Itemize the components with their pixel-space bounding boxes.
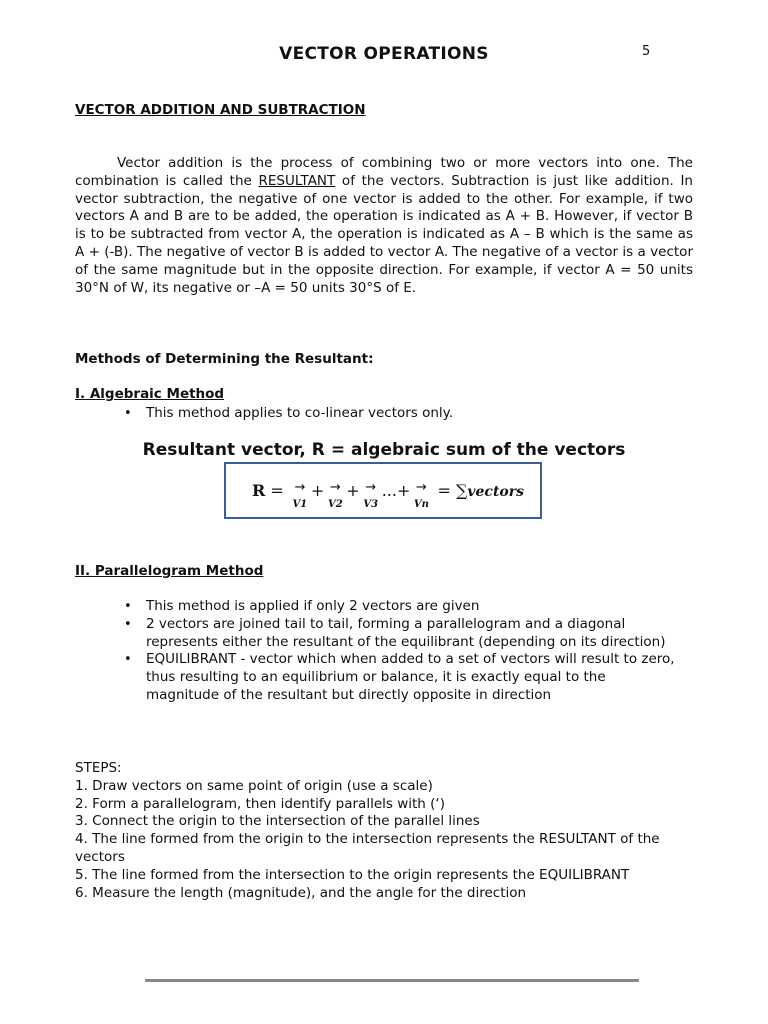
vector-arrow-icon: →: [365, 480, 377, 495]
list-item-text: This method applies to co-linear vectors only.: [146, 405, 454, 421]
list-item: [120, 598, 680, 616]
vector-vn: [410, 480, 432, 510]
formula-plus: +: [396, 481, 411, 500]
formula-plus: +: [310, 481, 325, 500]
list-item: [120, 651, 680, 704]
vector-arrow-icon: →: [329, 480, 341, 495]
formula-equals: =: [270, 481, 284, 500]
methods-heading: Methods of Determining the Resultant:: [75, 351, 374, 367]
steps-list: [75, 760, 693, 902]
list-item: [120, 405, 680, 423]
algebraic-method-heading: I. Algebraic Method: [75, 386, 225, 402]
resultant-term: RESULTANT: [258, 172, 336, 189]
formula-plus: +: [346, 481, 360, 500]
summation-icon: ∑: [455, 481, 468, 500]
page-number: 5: [642, 44, 651, 59]
formula-lhs: R: [252, 481, 266, 500]
step-item: 2. Form a parallelogram, then identify parallels with (‘): [75, 795, 445, 812]
vector-label: V3: [363, 499, 379, 510]
step-item: 5. The line formed from the intersection to the origin represents the EQUILIBRANT: [75, 866, 630, 883]
parallelogram-bullet-list: [120, 598, 680, 705]
list-item-text: 2 vectors are joined tail to tail, forming a parallelogram and a diagonal represents either the resultant of the equilibrant (depending on its direction): [146, 615, 666, 650]
step-item: 3. Connect the origin to the intersection of the parallel lines: [75, 813, 480, 830]
section-heading-addition-subtraction: VECTOR ADDITION AND SUBTRACTION: [75, 102, 366, 118]
formula-box: [224, 462, 542, 519]
list-item-text: This method is applied if only 2 vectors are given: [146, 598, 480, 614]
footer-divider: [145, 979, 639, 982]
list-item-text: EQUILIBRANT - vector which when added to a set of vectors will result to zero, thus resulting to an equilibrium or balance, it is exactly equal to the magnitude of the resultant but directly opposite in direction: [146, 651, 675, 703]
vector-v2: [324, 480, 346, 510]
step-item: 1. Draw vectors on same point of origin (use a scale): [75, 777, 433, 794]
algebraic-bullet-list: [120, 405, 680, 423]
step-item: 6. Measure the length (magnitude), and the angle for the direction: [75, 884, 527, 901]
vector-v1: [289, 480, 311, 510]
vector-arrow-icon: →: [294, 480, 306, 495]
bullet-icon: •: [124, 616, 132, 632]
vector-label: V2: [327, 499, 343, 510]
vector-v3: [360, 480, 382, 510]
bullet-icon: •: [124, 652, 132, 668]
bullet-icon: •: [124, 599, 132, 614]
formula-caption: Resultant vector, R = algebraic sum of the vectors: [142, 440, 626, 460]
bullet-icon: •: [124, 406, 132, 421]
intro-text-part2: of the vectors. Subtraction is just like addition. In vector subtraction, the negative of one vector is added to the other. For example, if two vectors A and B are to be added, the operation is indicated as A + B. However, if vector B is to be subtracted from vector A, the operation is indicated as A – B which is the same as A + (-B). The negative of vector B is added to vector A. The negative of a vector is a vector of the same magnitude but in the opposite direction. For example, if vector A = 50 units 30°N of W, its negative or –A = 50 units 30°S of E.: [75, 172, 693, 296]
list-item: [120, 616, 680, 652]
formula-ellipsis: ...: [381, 481, 397, 500]
formula-vectors-word: vectors: [467, 484, 525, 500]
vector-label: Vn: [413, 499, 429, 510]
vector-label: V1: [292, 499, 308, 510]
vector-arrow-icon: →: [415, 480, 427, 495]
resultant-formula: [252, 480, 525, 510]
step-item: 4. The line formed from the origin to the intersection represents the RESULTANT of the vectors: [75, 831, 660, 865]
intro-paragraph: [75, 155, 693, 297]
formula-equals: =: [437, 481, 451, 500]
intro-text-part1: Vector addition is the process of combining two or more vectors into one. The combination is called the: [75, 155, 693, 189]
steps-heading: STEPS:: [75, 760, 122, 776]
page-title: VECTOR OPERATIONS: [279, 44, 489, 64]
parallelogram-method-heading: II. Parallelogram Method: [75, 563, 264, 579]
